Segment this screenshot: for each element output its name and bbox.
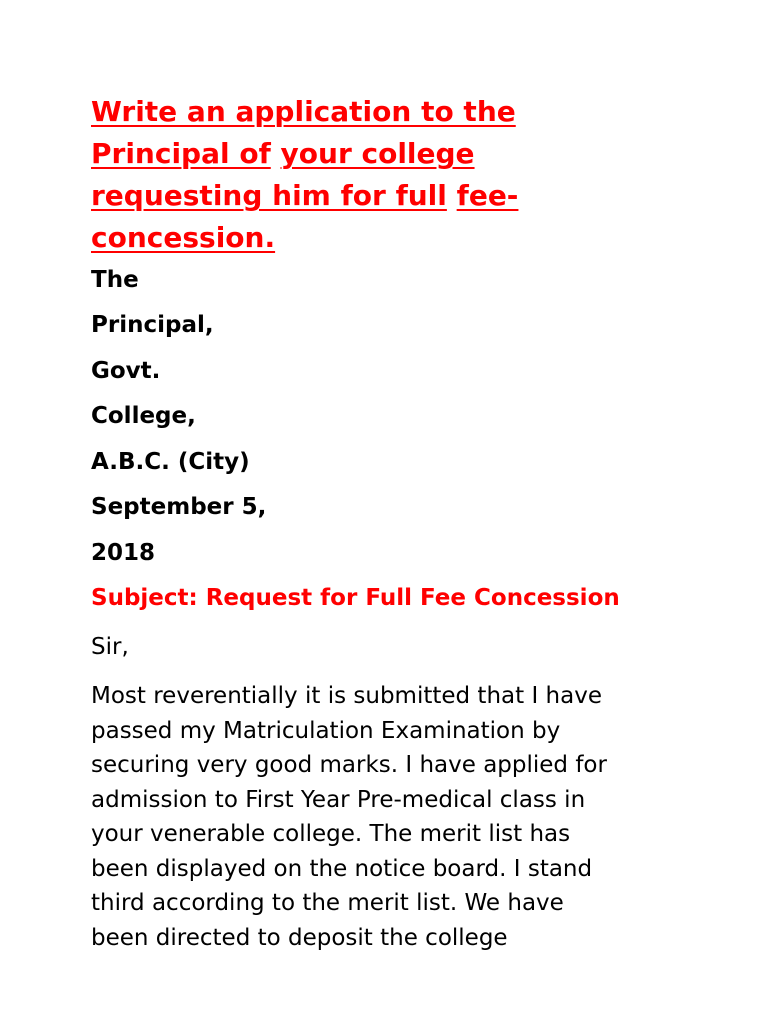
subject-line: Subject: Request for Full Fee Concession — [91, 585, 620, 611]
address-line-principal: Principal, — [91, 312, 214, 338]
body-line: your venerable college. The merit list has — [91, 821, 571, 847]
title-part-6: concession. — [91, 221, 276, 254]
document-page — [91, 0, 731, 1024]
title-part-1: Write an application to the — [91, 95, 516, 128]
title-part-5: fee- — [456, 179, 519, 212]
body-line: Most reverentially it is submitted that I have — [91, 683, 602, 709]
salutation: Sir, — [91, 634, 129, 660]
address-line-govt: Govt. — [91, 358, 161, 384]
body-line: been directed to deposit the college — [91, 924, 508, 951]
body-line: passed my Matriculation Examination by — [91, 717, 561, 744]
document-title — [91, 91, 651, 259]
title-part-4: requesting him for full — [91, 179, 447, 212]
address-line-city: A.B.C. (City) — [91, 449, 250, 475]
letter-body — [91, 679, 691, 955]
date-line-2: 2018 — [91, 540, 156, 566]
address-line-the: The — [91, 267, 139, 293]
title-part-3: your college — [280, 137, 475, 170]
body-line: been displayed on the notice board. I stand — [91, 855, 593, 882]
body-line: admission to First Year Pre-medical class in — [91, 786, 586, 813]
title-part-2: Principal of — [91, 137, 271, 170]
date-line-1: September 5, — [91, 494, 267, 520]
body-line: securing very good marks. I have applied for — [91, 752, 607, 778]
body-line: third according to the merit list. We have — [91, 890, 564, 916]
address-line-college: College, — [91, 403, 196, 429]
